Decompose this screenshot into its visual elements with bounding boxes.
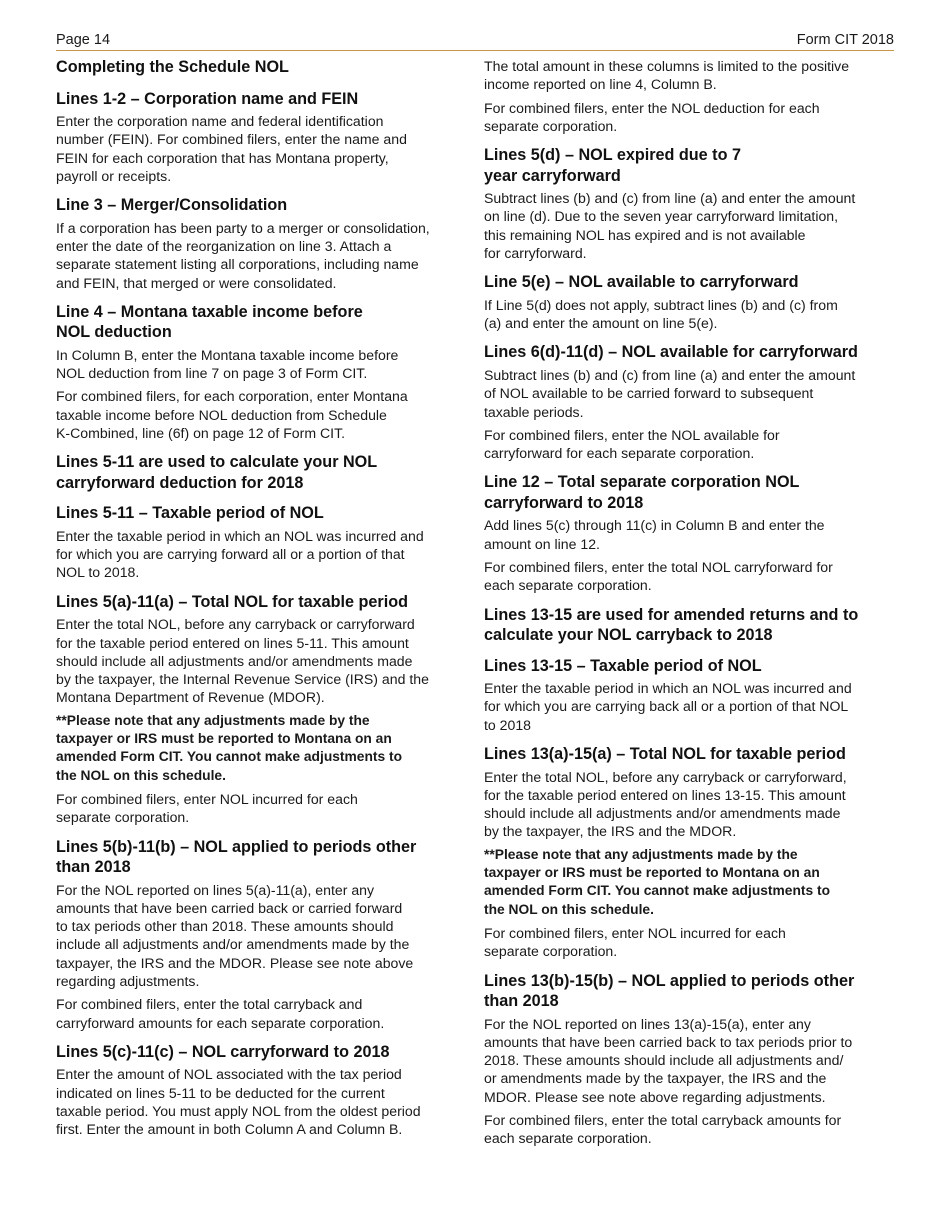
section-heading (484, 605, 894, 646)
text-line: The total amount in these columns is limited to the positive (484, 58, 850, 74)
text-line: Lines 1-2 – Corporation name and FEIN (56, 89, 359, 108)
text-line: each separate corporation. (484, 1130, 652, 1147)
text-line: Lines 5(d) – NOL expired due to 7 (484, 146, 741, 165)
text-line: Lines 5(c)-11(c) – NOL carryforward to 2018 (56, 1042, 390, 1061)
text-line: separate statement listing all corporations, including name (56, 256, 419, 273)
important-note (484, 846, 894, 919)
paragraph (56, 219, 466, 292)
paragraph (484, 296, 894, 333)
paragraph (484, 768, 894, 841)
text-line: NOL deduction from line 7 on page 3 of Form CIT. (56, 365, 368, 382)
text-line: MDOR. Please see note above regarding adjustments. (484, 1088, 826, 1105)
section-heading (56, 1042, 466, 1063)
text-line: payroll or receipts. (56, 167, 172, 184)
text-line: **Please note that any adjustments made by the (484, 846, 798, 862)
text-line: should include all adjustments and/or amendments made (56, 652, 413, 669)
text-line: the NOL on this schedule. (56, 767, 226, 783)
text-line: for the taxable period entered on lines 13-15. This amount (484, 786, 846, 803)
text-line: or amendments made by the taxpayer, the IRS and the (484, 1070, 827, 1087)
text-line: If Line 5(d) does not apply, subtract lines (b) and (c) from (484, 296, 838, 313)
text-line: For combined filers, enter NOL incurred for each (56, 790, 358, 807)
text-line: Lines 5-11 – Taxable period of NOL (56, 504, 324, 523)
paragraph (56, 615, 466, 706)
text-line: taxable period. You must apply NOL from the oldest period (56, 1102, 421, 1119)
right-intro (484, 57, 894, 135)
text-line: Enter the taxable period in which an NOL was incurred and (56, 527, 424, 544)
text-line: amounts that have been carried back or carried forward (56, 899, 403, 916)
text-line: Enter the taxable period in which an NOL was incurred and (484, 680, 852, 697)
paragraph (484, 57, 894, 94)
text-line: indicated on lines 5-11 to be deducted for the current (56, 1084, 385, 1101)
text-line: separate corporation. (484, 117, 618, 134)
right-sections (484, 145, 894, 1147)
text-line: Subtract lines (b) and (c) from line (a) and enter the amount (484, 190, 856, 207)
text-line: amounts that have been carried back to tax periods prior to (484, 1033, 853, 1050)
section (56, 503, 466, 581)
paragraph (56, 995, 466, 1032)
text-line: amount on line 12. (484, 535, 600, 552)
text-line: taxpayer, the IRS and the MDOR. Please see note above (56, 954, 414, 971)
text-line: Line 4 – Montana taxable income before (56, 302, 363, 321)
text-line: For combined filers, for each corporation, enter Montana (56, 388, 408, 405)
text-line: than 2018 (484, 992, 559, 1010)
text-line: For the NOL reported on lines 5(a)-11(a), enter any (56, 881, 375, 898)
text-line: amended Form CIT. You cannot make adjustments to (56, 749, 403, 765)
section (56, 1042, 466, 1139)
text-line: calculate your NOL carryback to 2018 (484, 626, 773, 645)
text-line: Enter the amount of NOL associated with the tax period (56, 1066, 402, 1083)
section-heading (56, 302, 466, 343)
section-heading (484, 656, 894, 677)
text-line: taxpayer or IRS must be reported to Montana on an (56, 731, 392, 747)
paragraph (56, 881, 466, 991)
page-number: Page 14 (56, 32, 111, 48)
text-line: Lines 5(a)-11(a) – Total NOL for taxable period (56, 592, 409, 611)
section (484, 342, 894, 462)
text-line: NOL deduction (56, 323, 172, 342)
text-line: taxable periods. (484, 403, 584, 420)
section-heading (484, 145, 894, 186)
text-line: for the taxable period entered on lines 5-11. This amount (56, 634, 409, 651)
paragraph (484, 426, 894, 463)
paragraph (484, 99, 894, 136)
section (56, 302, 466, 442)
section-heading (56, 592, 466, 613)
text-line: In Column B, enter the Montana taxable income before (56, 346, 399, 363)
text-line: 2018. These amounts should include all adjustments and/ (484, 1052, 844, 1069)
paragraph (484, 1111, 894, 1148)
section (56, 89, 466, 186)
right-column (484, 57, 894, 1158)
paragraph (484, 558, 894, 595)
text-line: for which you are carrying back all or a portion of that NOL (484, 698, 849, 715)
text-line: include all adjustments and/or amendments made by the (56, 936, 410, 953)
text-line: Lines 13-15 are used for amended returns and to (484, 605, 859, 624)
section (56, 592, 466, 827)
section (484, 57, 894, 135)
text-line: this remaining NOL has expired and is not available (484, 226, 806, 243)
text-line: number (FEIN). For combined filers, enter the name and (56, 131, 407, 148)
section-heading (484, 472, 894, 513)
text-line: Lines 13(b)-15(b) – NOL applied to periods other (484, 971, 855, 990)
text-line: For combined filers, enter the NOL available for (484, 426, 780, 443)
text-line: Line 3 – Merger/Consolidation (56, 196, 288, 215)
text-line: separate corporation. (484, 943, 618, 960)
section-heading (484, 971, 894, 1012)
text-line: Line 12 – Total separate corporation NOL (484, 473, 800, 492)
section (484, 272, 894, 332)
text-line: regarding adjustments. (56, 973, 200, 989)
section-heading (56, 503, 466, 524)
text-line: For the NOL reported on lines 13(a)-15(a), enter any (484, 1015, 811, 1032)
section (484, 472, 894, 594)
text-line: first. Enter the amount in both Column A and Column B. (56, 1121, 403, 1138)
text-line: each separate corporation. (484, 577, 652, 594)
text-line: carryforward for each separate corporation. (484, 445, 755, 462)
section-heading (484, 744, 894, 765)
text-line: by the taxpayer, the Internal Revenue Service (IRS) and the (56, 671, 429, 688)
section (56, 195, 466, 292)
text-line: Line 5(e) – NOL available to carryforward (484, 273, 799, 292)
section (484, 971, 894, 1148)
text-line: For combined filers, enter the total NOL carryforward for (484, 559, 833, 576)
paragraph (484, 366, 894, 421)
document-title: Completing the Schedule NOL (56, 58, 289, 76)
text-line: For combined filers, enter NOL incurred for each (484, 924, 786, 941)
paragraph (56, 346, 466, 383)
text-line: the NOL on this schedule. (484, 901, 654, 917)
text-line: on line (d). Due to the seven year carryforward limitation, (484, 208, 839, 225)
section-heading (484, 342, 894, 363)
text-line: NOL to 2018. (56, 564, 140, 581)
text-line: carryforward deduction for 2018 (56, 473, 304, 492)
text-line: Lines 5-11 are used to calculate your NOL (56, 453, 378, 472)
paragraph (484, 924, 894, 961)
section-heading (56, 452, 466, 493)
paragraph (56, 387, 466, 442)
section (484, 744, 894, 960)
section (56, 452, 466, 493)
left-sections (56, 89, 466, 1139)
text-line: for which you are carrying forward all or a portion of that (56, 546, 405, 563)
paragraph (484, 679, 894, 734)
text-line: For combined filers, enter the total carryback and (56, 996, 363, 1013)
text-line: Add lines 5(c) through 11(c) in Column B and enter the (484, 517, 825, 534)
text-line: by the taxpayer, the IRS and the MDOR. (484, 823, 737, 840)
text-line: Lines 5(b)-11(b) – NOL applied to periods other (56, 837, 417, 856)
text-line: should include all adjustments and/or amendments made (484, 805, 841, 822)
text-line: and FEIN, that merged or were consolidated. (56, 274, 337, 291)
text-line: Lines 6(d)-11(d) – NOL available for carryforward (484, 343, 858, 362)
paragraph (484, 516, 894, 553)
paragraph (56, 527, 466, 582)
section-heading (56, 837, 466, 878)
text-line: Lines 13(a)-15(a) – Total NOL for taxable period (484, 745, 846, 764)
text-line: If a corporation has been party to a merger or consolidation, (56, 219, 430, 236)
text-line: of NOL available to be carried forward to subsequent (484, 385, 814, 402)
text-line: K-Combined, line (6f) on page 12 of Form CIT. (56, 425, 346, 442)
text-line: Montana Department of Revenue (MDOR). (56, 689, 325, 706)
text-line: separate corporation. (56, 809, 190, 826)
paragraph (56, 1065, 466, 1138)
left-column (56, 57, 466, 1149)
page-header (56, 30, 894, 51)
text-line: Enter the corporation name and federal identification (56, 113, 384, 129)
text-line: Enter the total NOL, before any carryback or carryforward (56, 616, 415, 633)
text-line: carryforward amounts for each separate corporation. (56, 1014, 385, 1031)
section (484, 656, 894, 734)
form-title: Form CIT 2018 (796, 32, 894, 48)
text-line: to tax periods other than 2018. These amounts should (56, 918, 394, 935)
text-line: amended Form CIT. You cannot make adjustments to (484, 883, 831, 899)
text-line: Subtract lines (b) and (c) from line (a) and enter the amount (484, 366, 856, 383)
paragraph (484, 189, 894, 262)
text-line: taxpayer or IRS must be reported to Montana on an (484, 865, 820, 881)
section (56, 837, 466, 1032)
important-note (56, 712, 466, 785)
text-line: (a) and enter the amount on line 5(e). (484, 315, 718, 332)
text-line: Lines 13-15 – Taxable period of NOL (484, 656, 762, 675)
text-line: taxable income before NOL deduction from Schedule (56, 406, 387, 423)
text-line: FEIN for each corporation that has Montana property, (56, 149, 389, 166)
section-heading (56, 195, 466, 216)
text-line: year carryforward (484, 166, 621, 185)
text-line: enter the date of the reorganization on line 3. Attach a (56, 237, 392, 254)
paragraph (56, 112, 466, 185)
section (484, 145, 894, 262)
text-line: to 2018 (484, 716, 532, 733)
text-line: for carryforward. (484, 245, 587, 262)
paragraph (56, 790, 466, 827)
section-heading (484, 272, 894, 293)
section-heading (56, 89, 466, 110)
text-line: than 2018 (56, 858, 131, 877)
text-line: carryforward to 2018 (484, 493, 644, 512)
text-line: For combined filers, enter the total carryback amounts for (484, 1111, 842, 1128)
text-line: For combined filers, enter the NOL deduction for each (484, 99, 820, 116)
text-line: income reported on line 4, Column B. (484, 76, 717, 93)
paragraph (484, 1015, 894, 1106)
section (484, 605, 894, 646)
text-line: Enter the total NOL, before any carryback or carryforward, (484, 768, 847, 785)
text-line: **Please note that any adjustments made by the (56, 712, 370, 728)
